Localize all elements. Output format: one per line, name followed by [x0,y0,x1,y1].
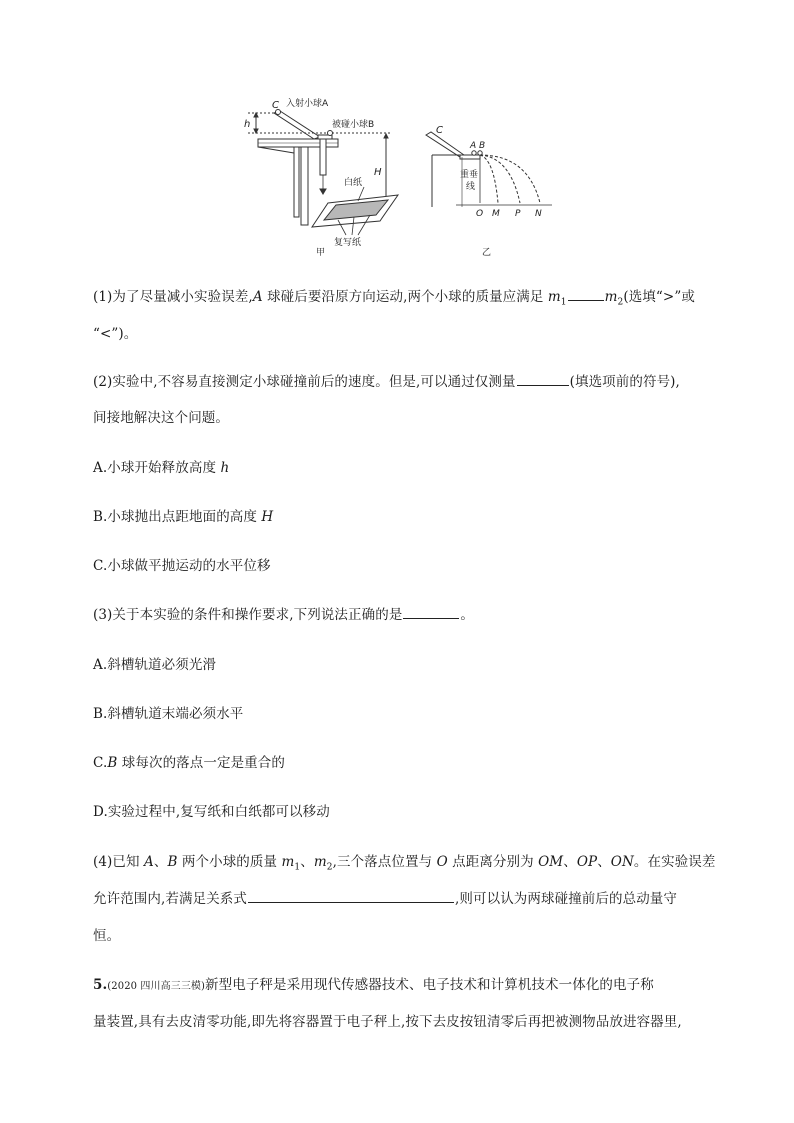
label-point-n: N [535,209,542,219]
ball-b [328,131,333,136]
q1-line-1 [93,285,713,308]
label-c-jia: C [272,100,279,111]
q4-text-c: 点距离分别为 [447,854,539,870]
q2-option-b-text: B.小球抛出点距地面的高度 [93,509,262,525]
q3-option-c [93,751,713,771]
q3-answer-blank[interactable] [403,606,459,619]
q2-option-a-var: h [220,460,230,476]
q1-text-a: 球碰后要沿原方向运动,两个小球的质量应满足 [262,289,548,305]
q1-text-b: (选填“>”或 [623,289,695,305]
q2-answer-blank[interactable] [517,373,569,386]
q3-text-a: (3)关于本实验的条件和操作要求,下列说法正确的是 [93,607,403,623]
q2-option-a [93,456,713,476]
figure-yi [426,132,552,207]
q2-line-2: 间接地解决这个问题。 [93,410,229,426]
q1-prefix: (1)为了尽量减小实验误差, [93,289,253,305]
q4-line2-text-b: ,则可以认为两球碰撞前后的总动量守 [455,891,677,907]
label-plumb-line-1: 重垂 [460,170,479,180]
label-point-m: M [492,209,500,219]
q3-option-d: D.实验过程中,复写纸和白纸都可以移动 [93,804,330,820]
label-c-yi: C [436,125,443,136]
q4-text-d: 。在实验误差 [633,854,716,870]
q4-line-1 [93,850,716,873]
q5-line-2: 量装置,具有去皮清零功能,即先将容器置于电子秤上,按下去皮按钮清零后再把被测物品放进容器里, [93,1014,682,1030]
q4-text-a: 两个小球的质量 [177,854,282,870]
ramp-yi [426,132,464,157]
caption-jia: 甲 [316,248,326,258]
label-white-paper: 白纸 [344,178,363,188]
q4-op: OP [576,854,598,870]
q3-line-1 [93,603,713,623]
q2-text-a: (2)实验中,不容易直接测定小球碰撞前后的速度。但是,可以通过仅测量 [93,374,516,390]
q5-number: 5. [93,977,108,993]
label-target-ball: 被碰小球B [332,120,375,130]
q5-line-1 [93,973,713,993]
q2-option-b [93,505,713,525]
q4-answer-blank[interactable] [248,890,454,903]
q1-m1-sub: 1 [560,297,567,308]
q4-sep3: 、 [563,854,577,870]
q4-m1-sub: 1 [294,862,301,873]
q4-line-3: 恒。 [93,928,121,944]
q4-line-2 [93,887,713,907]
q4-on: ON [610,854,634,870]
label-point-o: O [476,209,484,219]
q4-pre: (4)已知 [93,854,145,870]
table-leg [301,147,308,225]
collision-apparatus-diagram [236,95,566,260]
q1-m2-sub: 2 [617,297,624,308]
q1-m1: m [547,289,561,305]
q3-text-b: 。 [460,607,475,623]
q1-m2: m [604,289,618,305]
q2-line-1 [93,370,713,390]
q2-text-b: (填选项前的符号), [569,374,680,390]
ramp [274,111,320,139]
label-big-h: H [374,167,382,178]
label-ab: A B [470,141,486,151]
q4-line2-text-a: 允许范围内,若满足关系式 [93,891,247,907]
q3-option-b: B.斜槽轨道末端必须水平 [93,706,244,722]
q4-m2: m [313,854,327,870]
q4-var-a: A [144,854,154,870]
label-h: h [244,119,251,130]
q4-m2-sub: 2 [326,862,333,873]
q3-option-c-text: 球每次的落点一定是重合的 [117,755,285,771]
q4-sep1: 、 [153,854,168,870]
q3-option-a: A.斜槽轨道必须光滑 [93,657,217,673]
label-point-p: P [515,209,521,219]
label-incident-ball: 入射小球A [286,99,329,109]
q5-text-a: 新型电子秤是采用现代传感器技术、电子技术和计算机技术一体化的电子称 [205,977,654,993]
label-carbon-paper: 复写纸 [334,238,362,248]
q2-option-b-var: H [261,509,274,525]
q4-om: OM [538,854,564,870]
q4-text-b: ,三个落点位置与 [332,854,437,870]
q3-option-c-prefix: C. [93,755,108,771]
q2-option-c: C.小球做平抛运动的水平位移 [93,558,271,574]
q4-var-b: B [167,854,178,870]
q1-var-a: A [252,289,263,305]
experiment-figure [236,95,566,260]
q4-sep2: 、 [300,854,314,870]
caption-yi: 乙 [482,248,492,258]
label-plumb-line-2: 线 [466,182,476,192]
q2-option-a-text: A.小球开始释放高度 [93,460,221,476]
q5-source: (2020 四川高三三模) [107,981,206,992]
q3-option-c-var: B [107,755,118,771]
q4-m1: m [281,854,295,870]
q1-line-2: “<”)。 [93,326,138,342]
q4-sep4: 、 [597,854,611,870]
q1-answer-blank[interactable] [568,288,604,301]
q4-var-o: O [436,854,448,870]
